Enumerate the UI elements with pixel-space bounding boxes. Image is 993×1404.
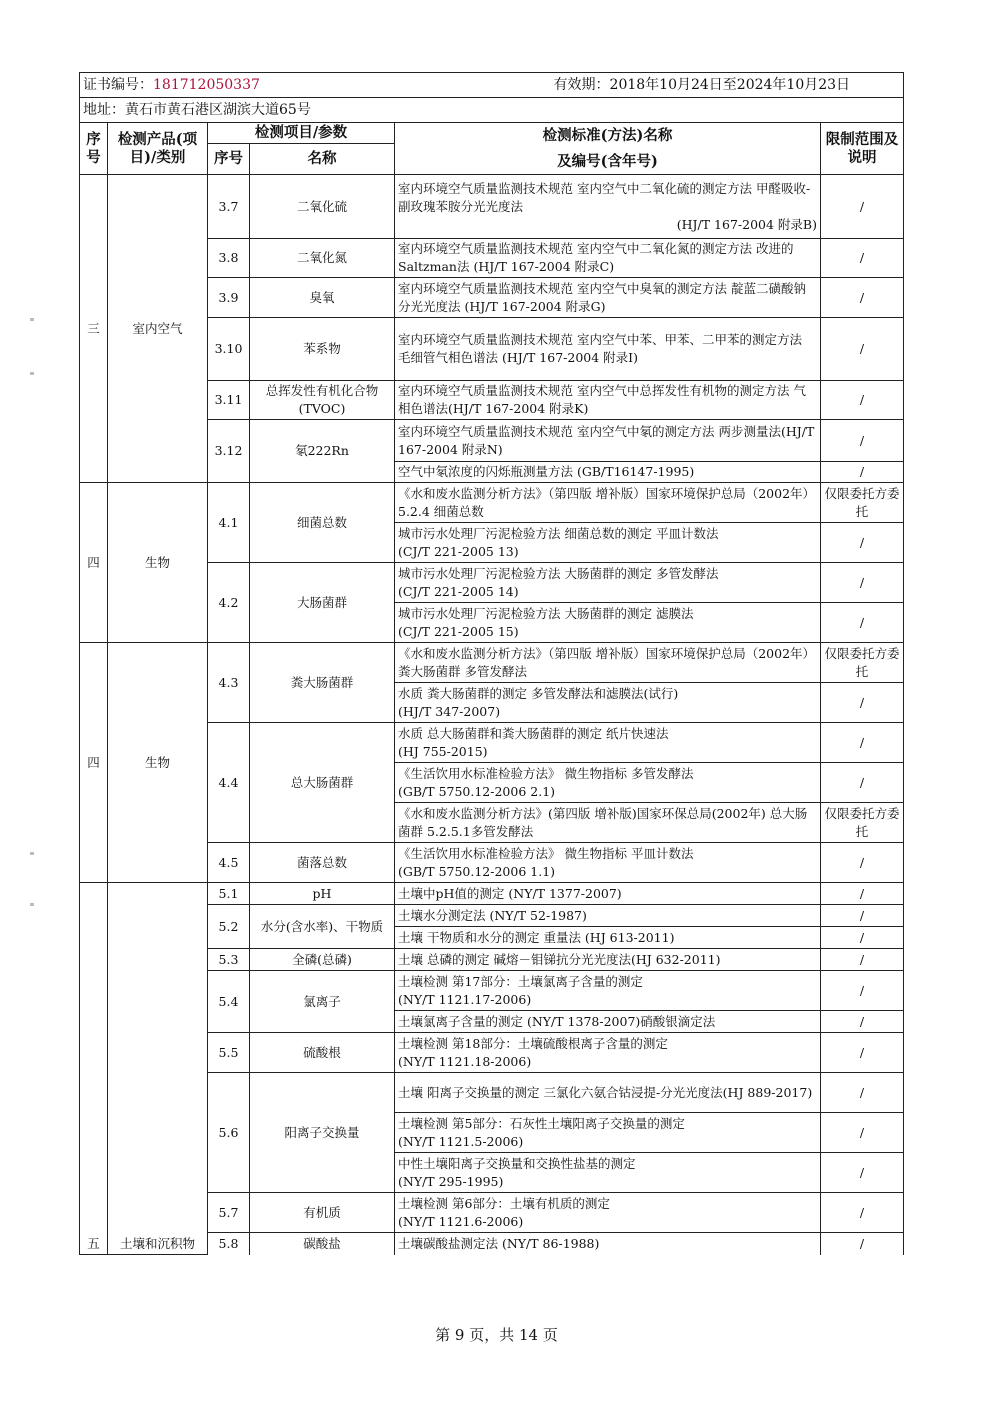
table-row: 《水和废水监测分析方法》(第四版 增补版)国家环保总局(2002年) 总大肠菌群 5.2.5.1多管发酵法 仅限委托方委托 [80, 803, 904, 843]
col-param-seq: 序号 [208, 144, 250, 175]
table-row: 中性土壤阳离子交换量和交换性盐基的测定 (NY/T 295-1995) / [80, 1153, 904, 1193]
table-row: 3.9 臭氧 室内环境空气质量监测技术规范 室内空气中臭氧的测定方法 靛蓝二磺酸钠分光光度法 (HJ/T 167-2004 附录G) / [80, 278, 904, 318]
col-seq: 序号 [80, 123, 108, 175]
cert-number: 证书编号：181712050337 [83, 77, 260, 93]
table-row: 5.6 阳离子交换量 土壤 阳离子交换量的测定 三氯化六氨合钴浸提-分光光度法(HJ 889-2017) / [80, 1073, 904, 1113]
col-param-group: 检测项目/参数 [208, 123, 395, 144]
scan-mark [30, 318, 34, 321]
table-row: 3.12 氡222Rn 室内环境空气质量监测技术规范 室内空气中氡的测定方法 两步测量法(HJ/T 167-2004 附录N) / [80, 420, 904, 462]
table-row: 4.4 总大肠菌群 水质 总大肠菌群和粪大肠菌群的测定 纸片快速法 (HJ 755-2015) / [80, 723, 904, 763]
col-standard: 检测标准(方法)名称 及编号(含年号) [395, 123, 821, 175]
validity-period: 有效期：2018年10月24日至2024年10月23日 [553, 77, 851, 93]
table-row: 4.5 菌落总数 《生活饮用水标准检验方法》 微生物指标 平皿计数法 (GB/T 5750.12-2006 1.1) / [80, 843, 904, 883]
table-row: 3.8 二氧化氮 室内环境空气质量监测技术规范 室内空气中二氧化氮的测定方法 改进的Saltzman法 (HJ/T 167-2004 附录C) / [80, 239, 904, 278]
table-row: 五 土壤和沉积物 5.1 pH 土壤中pH值的测定 (NY/T 1377-2007) / [80, 883, 904, 905]
table-row: 5.2 水分(含水率)、干物质 土壤水分测定法 (NY/T 52-1987) / [80, 905, 904, 927]
address-row [80, 98, 904, 123]
table-row: 4.2 大肠菌群 城市污水处理厂污泥检验方法 大肠菌群的测定 多管发酵法 (CJ/T 221-2005 14) / [80, 563, 904, 603]
table-row: 5.3 全磷(总磷) 土壤 总磷的测定 碱熔－钼锑抗分光光度法(HJ 632-2011) / [80, 949, 904, 971]
group-seq: 四 [80, 643, 108, 883]
col-param-name: 名称 [250, 144, 395, 175]
scan-mark [30, 372, 34, 375]
column-header-row [80, 123, 904, 144]
table-row: 《生活饮用水标准检验方法》 微生物指标 多管发酵法 (GB/T 5750.12-2006 2.1) / [80, 763, 904, 803]
group-seq: 三 [80, 175, 108, 483]
table-row: 5.8 碳酸盐 土壤碳酸盐测定法 (NY/T 86-1988) / [80, 1233, 904, 1255]
table-row: 5.7 有机质 土壤检测 第6部分：土壤有机质的测定 (NY/T 1121.6-2006) / [80, 1193, 904, 1233]
table-row: 3.11 总挥发性有机化合物(TVOC) 室内环境空气质量监测技术规范 室内空气中总挥发性有机物的测定方法 气相色谱法(HJ/T 167-2004 附录K) / [80, 381, 904, 420]
table-row: 四 生物 4.3 粪大肠菌群 《水和废水监测分析方法》（第四版 增补版）国家环境保护总局（2002年）粪大肠菌群 多管发酵法 仅限委托方委托 [80, 643, 904, 683]
group-product: 生物 [108, 483, 208, 643]
table-row: 城市污水处理厂污泥检验方法 大肠菌群的测定 滤膜法 (CJ/T 221-2005 15) / [80, 603, 904, 643]
table-row: 四 生物 4.1 细菌总数 《水和废水监测分析方法》（第四版 增补版）国家环境保护总局（2002年）5.2.4 细菌总数 仅限委托方委托 [80, 483, 904, 523]
scan-mark [30, 852, 34, 855]
table-row: 空气中氡浓度的闪烁瓶测量方法 (GB/T16147-1995) / [80, 462, 904, 483]
col-product: 检测产品(项目)/类别 [108, 123, 208, 175]
table-row: 土壤 干物质和水分的测定 重量法 (HJ 613-2011) / [80, 927, 904, 949]
scope-table [79, 72, 904, 1255]
table-row: 城市污水处理厂污泥检验方法 细菌总数的测定 平皿计数法 (CJ/T 221-2005 13) / [80, 523, 904, 563]
scan-mark [30, 903, 34, 906]
group-product: 生物 [108, 643, 208, 883]
group-product: 土壤和沉积物 [108, 883, 208, 1255]
page-footer: 第 9 页，共 14 页 [435, 1326, 558, 1344]
group-product: 室内空气 [108, 175, 208, 483]
table-row: 5.5 硫酸根 土壤检测 第18部分：土壤硫酸根离子含量的测定 (NY/T 1121.18-2006) / [80, 1033, 904, 1073]
group-seq: 四 [80, 483, 108, 643]
table-row: 3.10 苯系物 室内环境空气质量监测技术规范 室内空气中苯、甲苯、二甲苯的测定方法 毛细管气相色谱法 (HJ/T 167-2004 附录I) / [80, 318, 904, 381]
table-row: 5.4 氯离子 土壤检测 第17部分：土壤氯离子含量的测定 (NY/T 1121.17-2006) / [80, 971, 904, 1011]
group-seq: 五 [80, 883, 108, 1255]
cert-header-row [80, 73, 904, 98]
table-row: 水质 粪大肠菌群的测定 多管发酵法和滤膜法(试行) (HJ/T 347-2007) / [80, 683, 904, 723]
table-row: 土壤检测 第5部分：石灰性土壤阳离子交换量的测定 (NY/T 1121.5-2006) / [80, 1113, 904, 1153]
table-row: 土壤氯离子含量的测定 (NY/T 1378-2007)硝酸银滴定法 / [80, 1011, 904, 1033]
address: 地址：黄石市黄石港区湖滨大道65号 [80, 98, 904, 123]
col-limit: 限制范围及说明 [821, 123, 904, 175]
certificate-page [79, 72, 903, 1255]
table-row: 三 室内空气 3.7 二氧化硫 室内环境空气质量监测技术规范 室内空气中二氧化硫的测定方法 甲醛吸收-副玫瑰苯胺分光光度法 (HJ/T 167-2004 附录B) / [80, 175, 904, 239]
